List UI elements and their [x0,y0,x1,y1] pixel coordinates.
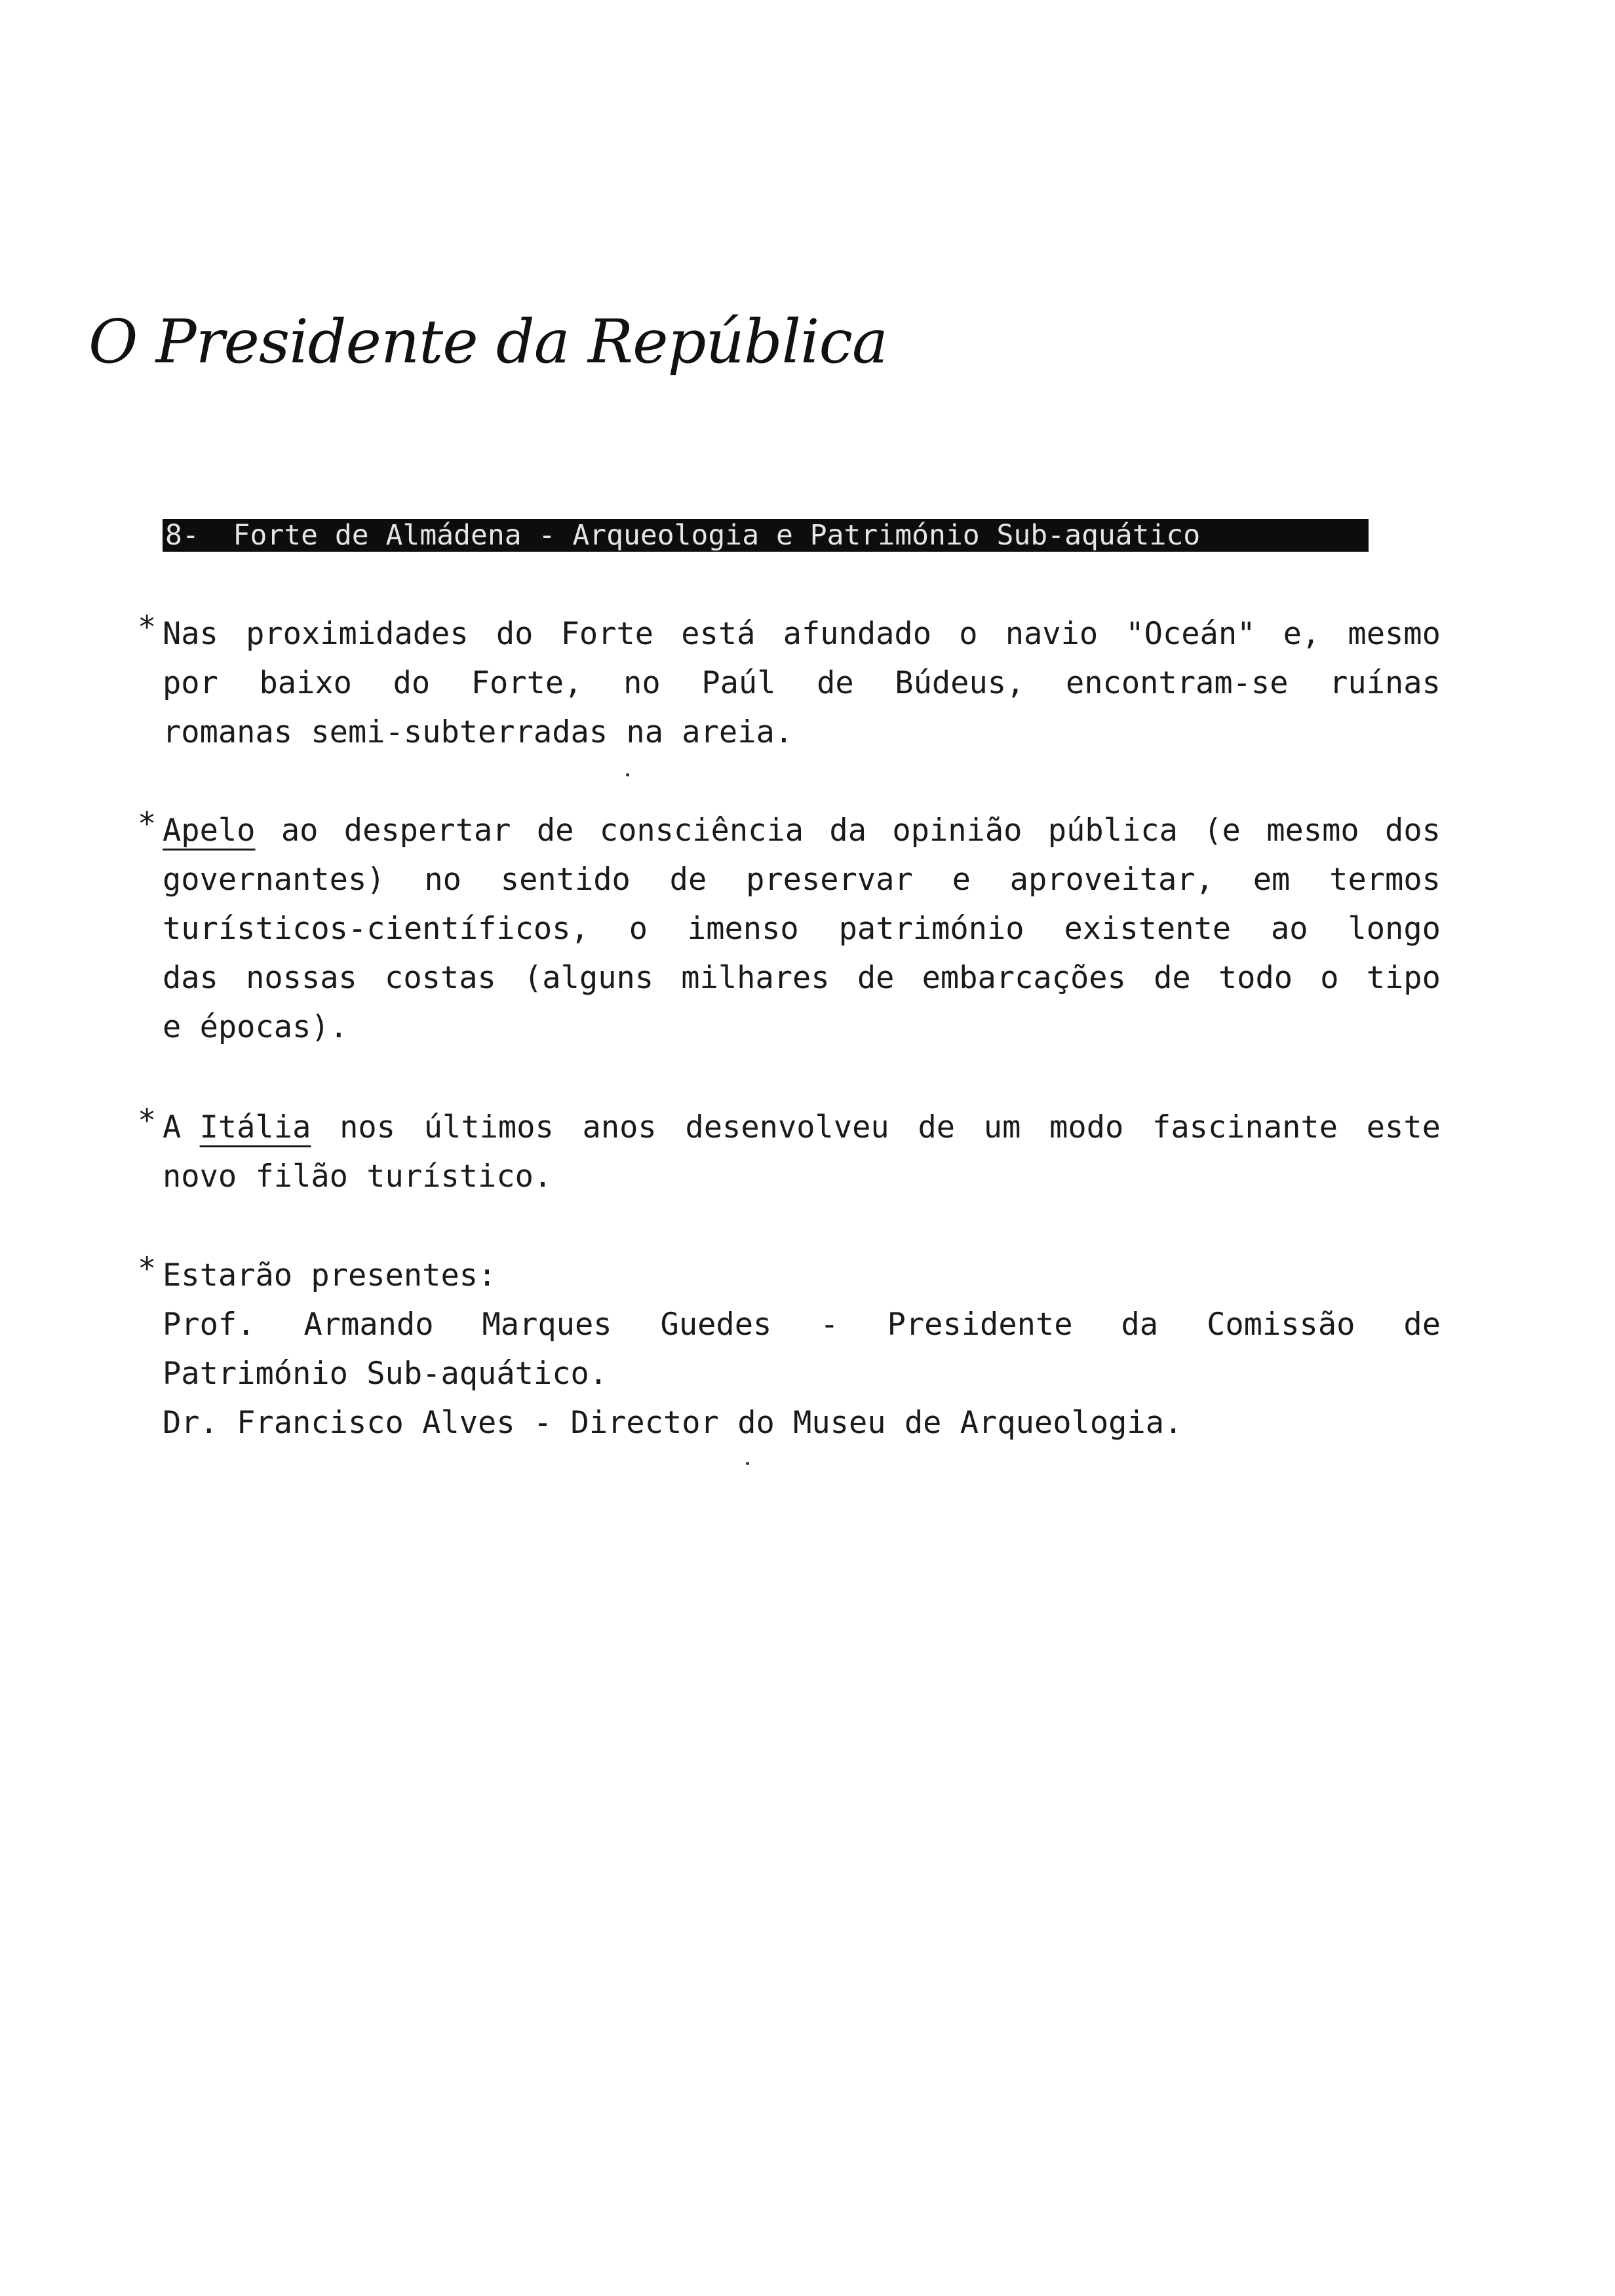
word: ao [281,813,319,849]
word: governantes) [163,862,385,898]
word: encontram-se [1065,665,1289,701]
word: por [163,665,218,701]
word: opinião [892,813,1022,849]
word: Forte, [471,665,583,701]
word: despertar [343,813,511,849]
text-line: Património Sub-aquático. [163,1356,608,1392]
word: em [1253,862,1291,898]
bullet-asterisk: * [138,1251,157,1287]
word: nossas [246,960,357,996]
word: mesmo [1348,616,1441,652]
text-line: Dr. Francisco Alves - Director do Museu de Arqueologia. [163,1405,1183,1441]
text-line: novo filão turístico. [163,1158,553,1195]
text-line: romanas semi-subterradas na areia. [163,714,794,750]
letterhead: O Presidente da República [88,307,887,377]
word: de [1403,1307,1441,1343]
word: (alguns [524,960,654,996]
word: Búdeus, [895,665,1025,701]
word: todo [1218,960,1293,996]
word: da [1121,1307,1159,1343]
word: fascinante [1152,1109,1338,1145]
word: existente [1064,911,1232,947]
underlined-word: Apelo [163,813,256,849]
bullet-asterisk: * [138,609,157,645]
bullet-asterisk: * [138,806,157,842]
word: baixo [259,665,352,701]
underlined-word: Itália [199,1109,311,1145]
paragraph-attendees [138,1251,1441,1447]
word: de [857,960,895,996]
word: turísticos-científicos, [163,911,589,947]
text-line [163,1300,1441,1349]
word: Presidente [887,1307,1073,1343]
word: um [983,1109,1021,1145]
word: Nas [163,616,218,652]
text-line [163,659,1441,708]
lead-prefix: A [163,1109,200,1145]
word: (e [1203,813,1241,849]
word: do [393,665,431,701]
word: património [838,911,1024,947]
lead-word [163,806,255,855]
paragraph-ocean-wreck [138,609,1441,757]
word: de [918,1109,956,1145]
word: no [623,665,661,701]
word: navio [1005,616,1099,652]
word: Forte [560,616,654,652]
word: "Oceán" [1125,616,1256,652]
scan-speck [746,1462,749,1465]
word: dos [1385,813,1441,849]
word: Guedes [660,1307,772,1343]
word: do [496,616,534,652]
scan-speck [626,773,629,776]
text-line [163,855,1441,904]
word: e [952,862,971,898]
text-line: e épocas). [163,1009,348,1045]
word: termos [1329,862,1441,898]
word: pública [1047,813,1178,849]
word: - [820,1307,839,1343]
lead-word [163,1103,311,1152]
text-line: Estarão presentes: [163,1257,497,1293]
text-line [163,953,1441,1003]
word: anos [582,1109,657,1145]
text-line [163,609,1441,659]
word: este [1366,1109,1441,1145]
word: ao [1271,911,1308,947]
word: desenvolveu [685,1109,889,1145]
paragraph-italy [138,1103,1441,1201]
word: da [829,813,866,849]
word: embarcações [922,960,1126,996]
bullet-asterisk: * [138,1103,157,1139]
word: longo [1348,911,1441,947]
word: de [669,862,707,898]
word: costas [385,960,496,996]
word: últimos [423,1109,554,1145]
word: nos [340,1109,395,1145]
text-line [163,1103,1441,1152]
word: de [817,665,854,701]
word: das [163,960,218,996]
section-heading: 8- Forte de Almádena - Arqueologia e Património Sub-aquático [163,519,1369,552]
word: de [536,813,574,849]
word: tipo [1366,960,1441,996]
word: Armando [303,1307,434,1343]
word: está [681,616,756,652]
word: Comissão [1207,1307,1355,1343]
text-line [163,904,1441,953]
word: o [959,616,978,652]
word: preservar [746,862,913,898]
paragraph-appeal [138,806,1441,1052]
word: e, [1283,616,1321,652]
word: afundado [783,616,932,652]
text-line [163,806,1441,855]
word: sentido [500,862,631,898]
word: Marques [482,1307,612,1343]
word: imenso [687,911,799,947]
word: consciência [599,813,804,849]
word: o [629,911,648,947]
word: proximidades [246,616,469,652]
word: de [1154,960,1191,996]
word: modo [1049,1109,1124,1145]
word: no [424,862,461,898]
word: aproveitar, [1009,862,1214,898]
word: milhares [681,960,830,996]
word: mesmo [1266,813,1359,849]
word: Prof. [163,1307,256,1343]
word: Paúl [701,665,776,701]
word: o [1320,960,1339,996]
word: ruínas [1329,665,1441,701]
